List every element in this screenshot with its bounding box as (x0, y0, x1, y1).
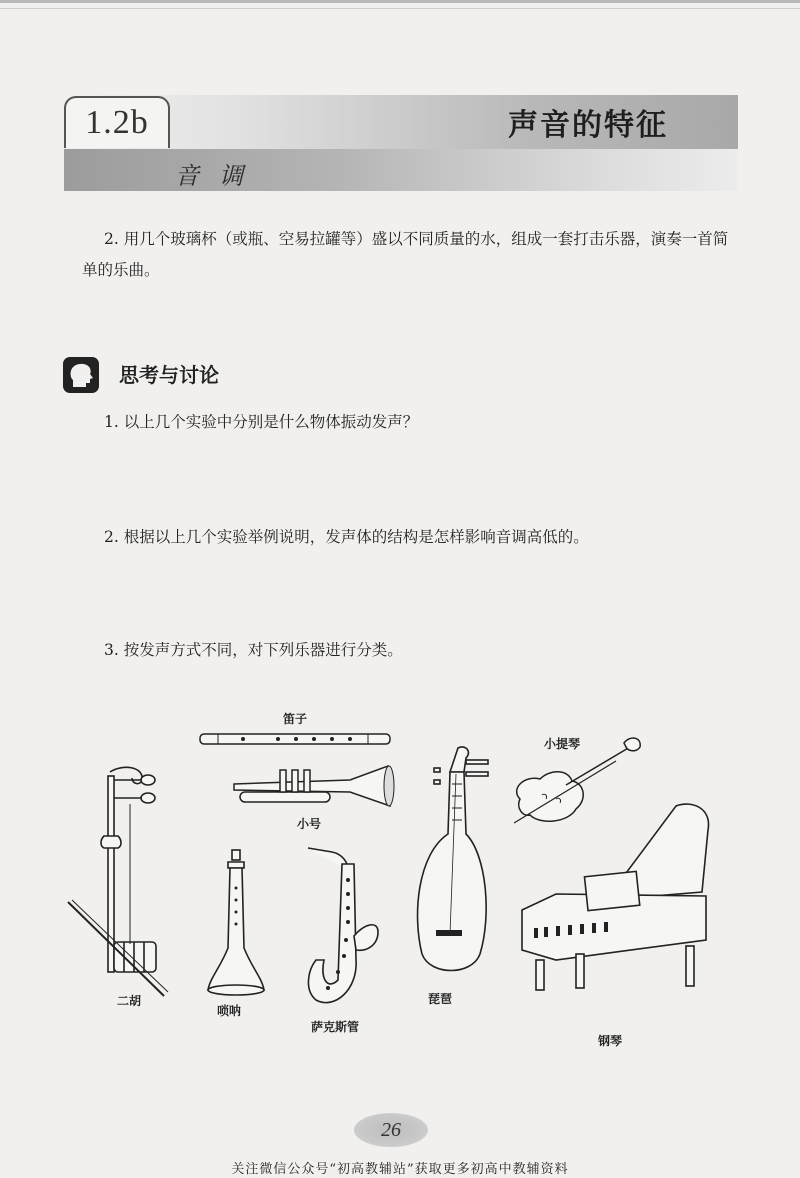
trumpet-illustration (230, 762, 398, 814)
flute-label: 笛子 (283, 712, 308, 726)
top-rule-thin (0, 8, 800, 9)
footer-note: 关注微信公众号“初高教辅站”获取更多初高中教辅资料 (231, 1162, 569, 1177)
piano-illustration (516, 800, 716, 1000)
section-number: 1.2b (64, 96, 170, 148)
trumpet-label: 小号 (297, 817, 322, 831)
flute-illustration (198, 728, 394, 750)
activity-item-2: 2. 用几个玻璃杯（或瓶、空易拉罐等）盛以不同质量的水，组成一套打击乐器，演奏一首简单的乐曲。 (82, 230, 729, 279)
question-3: 3. 按发声方式不同，对下列乐器进行分类。 (104, 641, 403, 659)
top-rule (0, 0, 800, 3)
pipa-illustration (410, 744, 494, 984)
question-1: 1. 以上几个实验中分别是什么物体振动发声？ (104, 413, 419, 431)
suona-illustration (204, 848, 268, 998)
discussion-head-icon (62, 356, 100, 394)
section-title: 声音的特征 (508, 108, 668, 143)
header-band-bottom (64, 149, 738, 191)
violin-label: 小提琴 (544, 737, 581, 751)
saxophone-label: 萨克斯管 (311, 1020, 360, 1034)
piano-label: 钢琴 (598, 1034, 623, 1048)
subsection-title: 音调 (175, 162, 263, 190)
erhu-illustration (64, 764, 172, 1006)
discussion-title: 思考与讨论 (119, 363, 219, 387)
erhu-label: 二胡 (117, 994, 142, 1008)
pipa-label: 琵琶 (428, 992, 453, 1006)
suona-label: 唢呐 (217, 1004, 242, 1018)
saxophone-illustration (298, 840, 384, 1016)
question-2: 2. 根据以上几个实验举例说明，发声体的结构是怎样影响音调高低的。 (104, 528, 589, 546)
page-number: 26 (354, 1113, 428, 1147)
